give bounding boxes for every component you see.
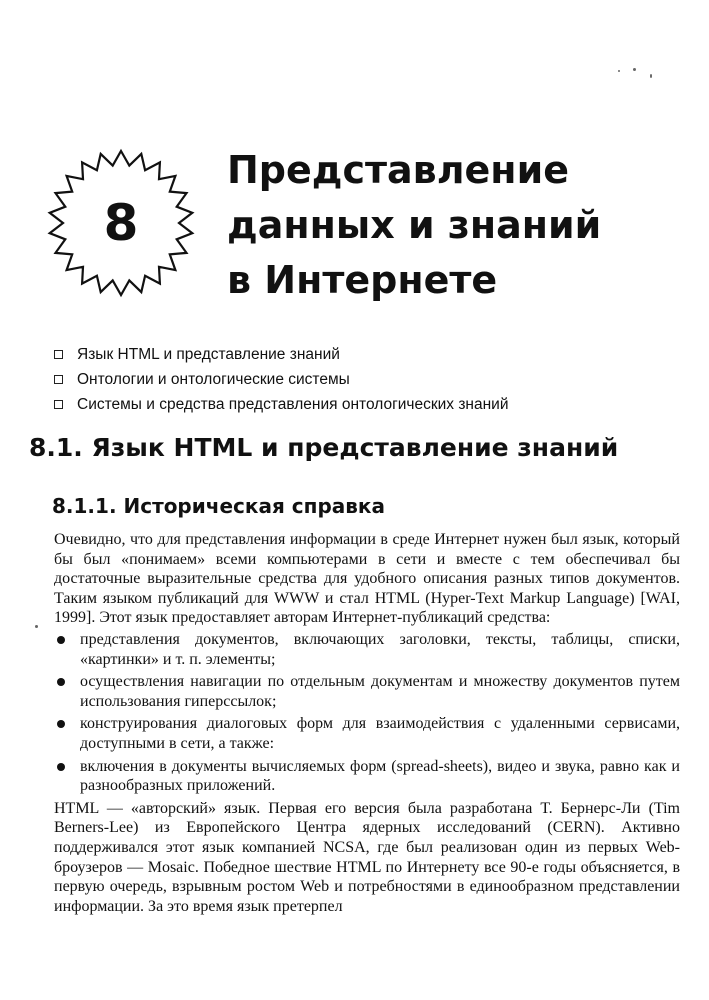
list-item-text: осуществления навигации по отдельным документам и множеству документов путем использования гиперссылок; <box>80 673 680 710</box>
chapter-title <box>227 143 687 308</box>
scan-speck <box>650 74 652 78</box>
chapter-title-line: в Интернете <box>227 258 498 302</box>
chapter-title-line: Представление <box>227 148 569 192</box>
list-item <box>54 672 680 711</box>
bullet-dot-icon <box>57 636 65 644</box>
subsection-heading: 8.1.1. Историческая справка <box>52 494 385 518</box>
list-item <box>54 757 680 796</box>
contents-item-label: Язык HTML и представление знаний <box>77 345 340 363</box>
intro-paragraph: Очевидно, что для представления информации в среде Интернет нужен был язык, который бы был «понимаем» всеми компьютерами в сети и вместе с тем обеспечивал бы достаточные выразительные средства для удобного описания разных типов документов. Таким языком публикаций для WWW и стал HTML (Hyper-Text Markup Language) [WAI, 1999]. Этот язык предоставляет авторам Интернет-публикаций средства: <box>54 531 680 627</box>
capabilities-list <box>54 630 680 796</box>
scan-speck <box>35 625 38 628</box>
square-bullet-icon <box>54 400 63 409</box>
square-bullet-icon <box>54 350 63 359</box>
list-item-text: представления документов, включающих заголовки, тексты, таблицы, списки, «картинки» и т. п. элементы; <box>80 630 680 668</box>
list-item <box>54 630 680 669</box>
closing-paragraph: HTML — «авторский» язык. Первая его версия была разработана Т. Бернерс-Ли (Tim Berners-Lee) из Европейского Центра ядерных исследований (CERN). Активно поддерживался этот язык компанией NCSA, где был реализован один из первых Web-броузеров — Mosaic. Победное шествие HTML по Интернету все 90-е годы объясняется, в первую очередь, взрывным ростом Web и потребностями в единообразном представлении информации. За это время язык претерпел <box>54 799 680 915</box>
bullet-dot-icon <box>57 720 65 728</box>
section-heading: 8.1. Язык HTML и представление знаний <box>29 433 619 462</box>
bullet-dot-icon <box>57 678 65 686</box>
bullet-dot-icon <box>57 763 65 771</box>
list-item <box>54 714 680 753</box>
chapter-number-badge <box>46 148 196 298</box>
chapter-title-line: данных и знаний <box>227 203 602 247</box>
chapter-contents-list <box>54 342 508 417</box>
contents-item <box>54 367 508 392</box>
scan-speck <box>618 70 620 72</box>
contents-item <box>54 392 508 417</box>
body-text <box>54 530 680 916</box>
contents-item <box>54 342 508 367</box>
scan-speck <box>633 68 636 71</box>
contents-item-label: Системы и средства представления онтологических знаний <box>77 395 509 413</box>
list-item-text: конструирования диалоговых форм для взаимодействия с удаленными сервисами, доступными в сети, а также: <box>80 715 680 752</box>
list-item-text: включения в документы вычисляемых форм (spread-sheets), видео и звука, равно как и разнообразных приложений. <box>80 757 680 795</box>
contents-item-label: Онтологии и онтологические системы <box>77 370 350 388</box>
chapter-number: 8 <box>103 194 139 252</box>
square-bullet-icon <box>54 375 63 384</box>
